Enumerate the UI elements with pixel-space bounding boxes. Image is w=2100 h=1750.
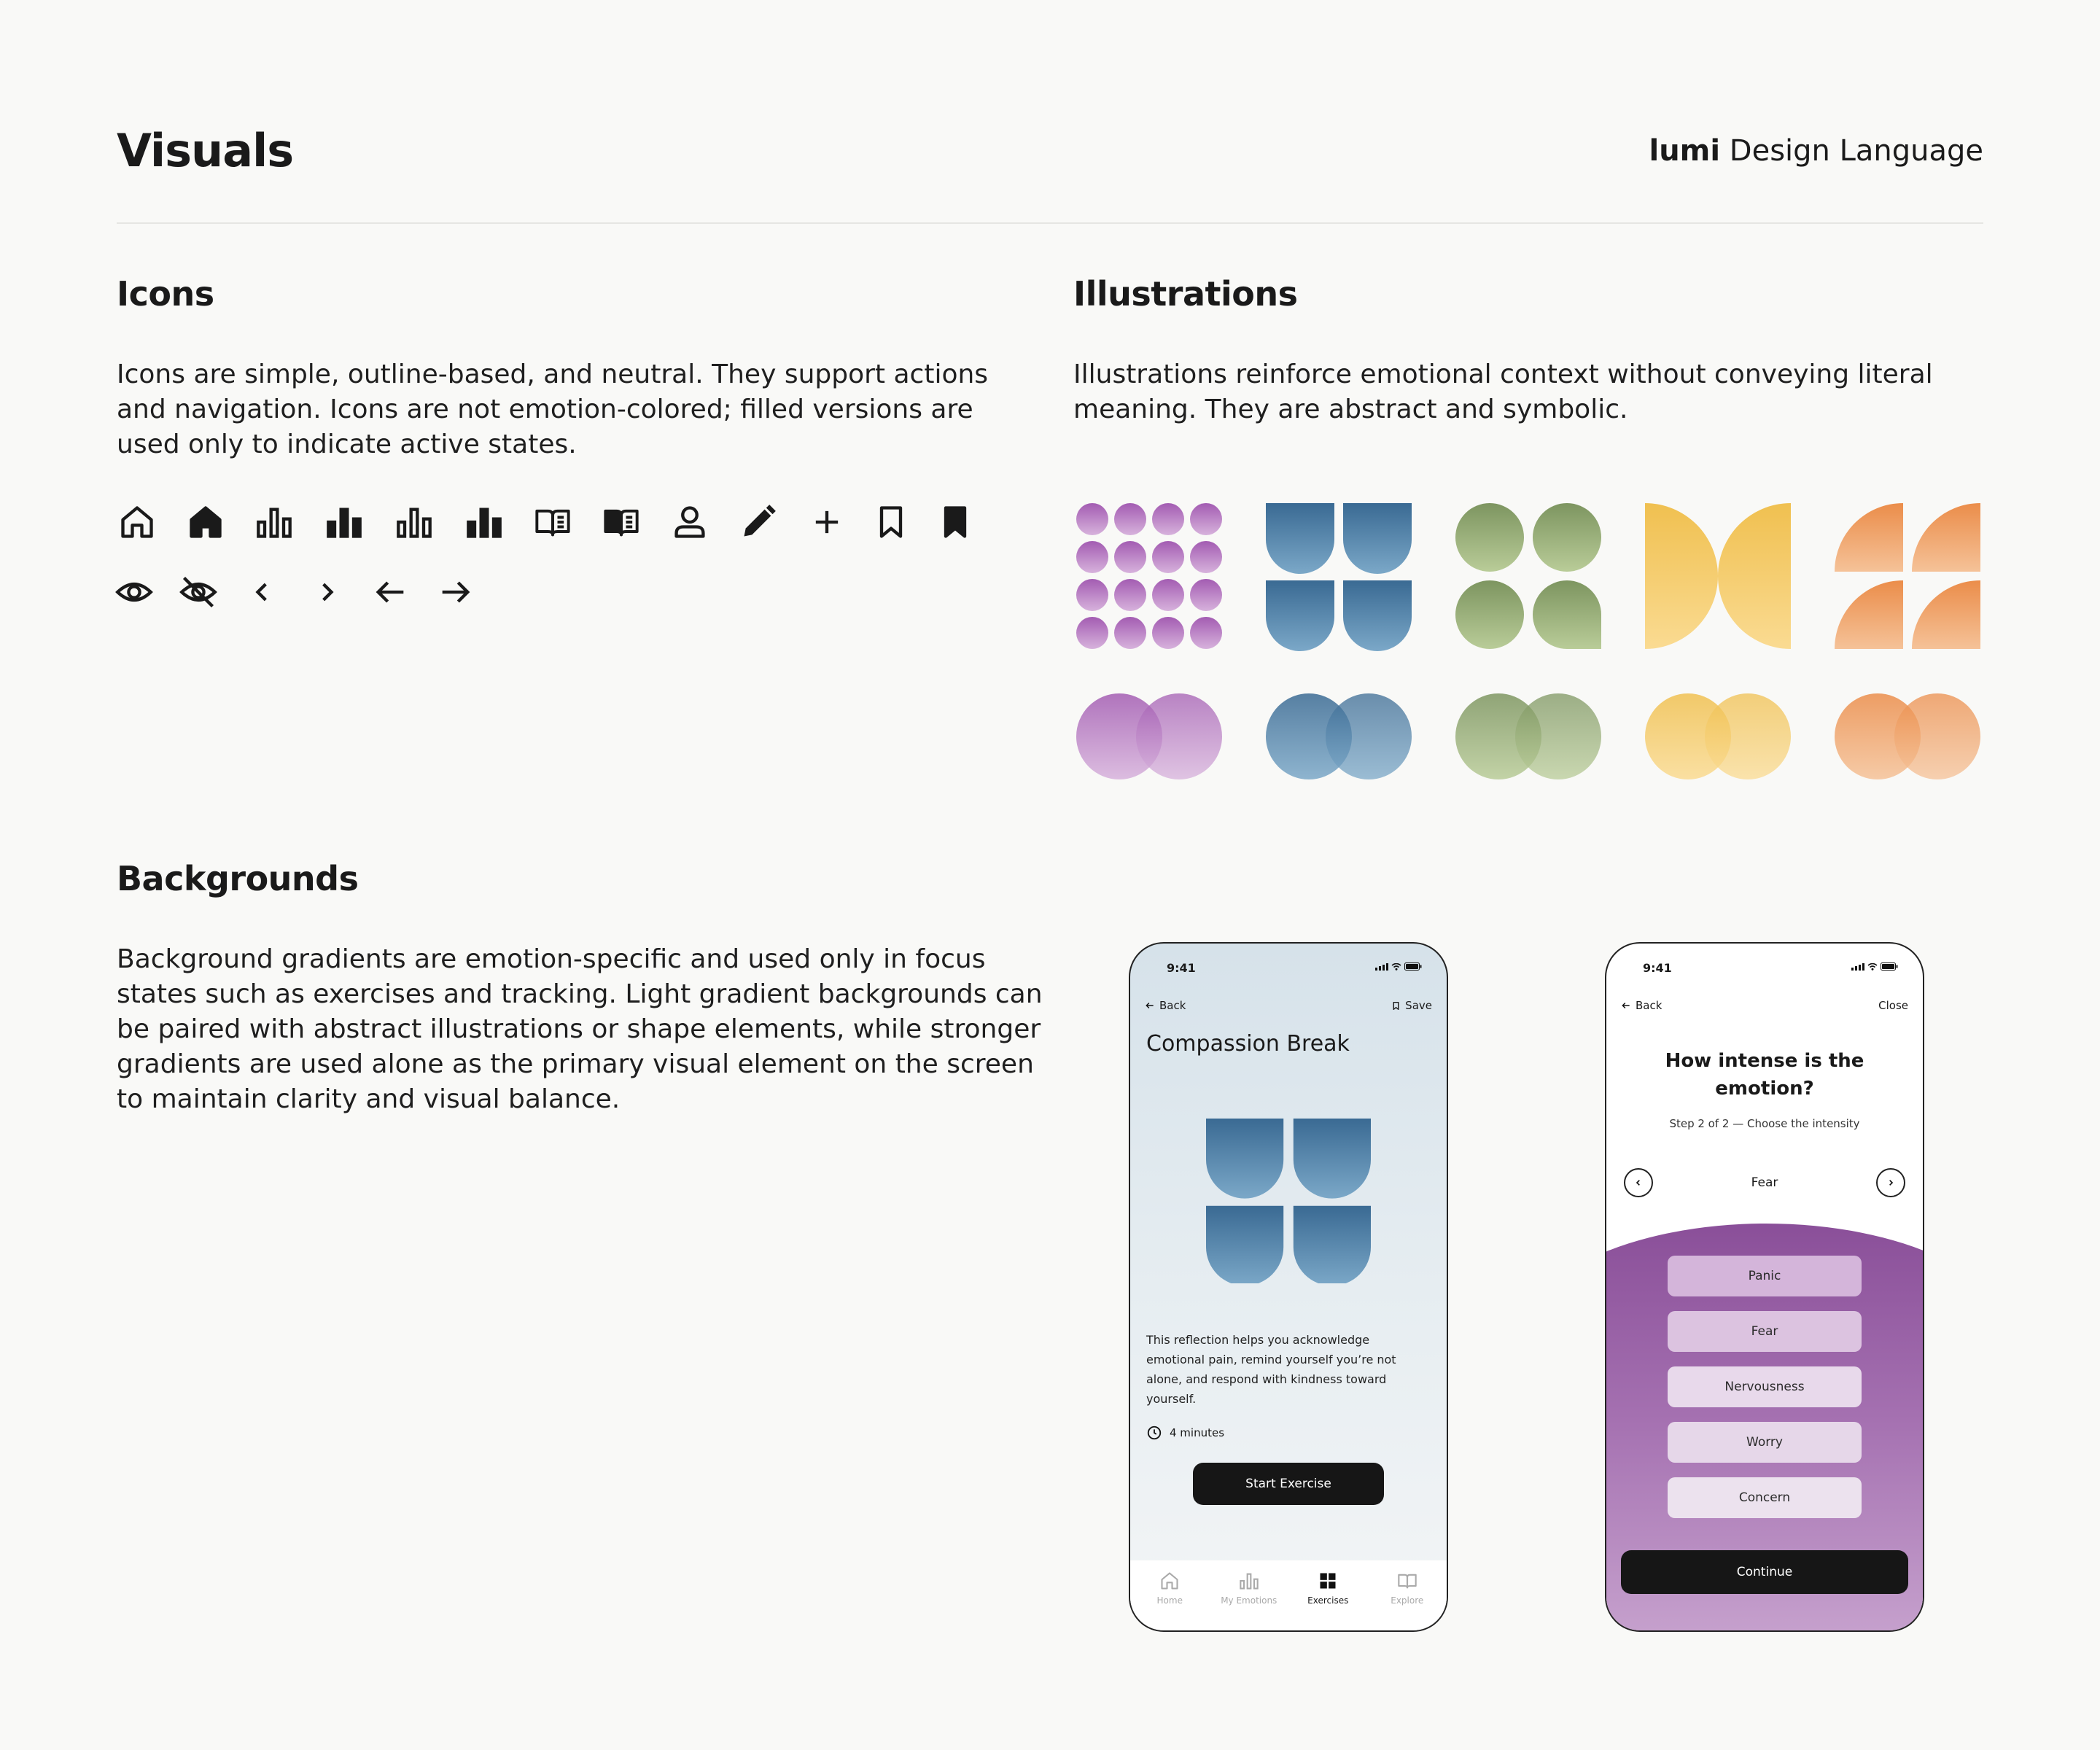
- exercise-duration: [1146, 1425, 1224, 1441]
- icons-section-title: Icons: [117, 274, 214, 314]
- next-emotion-button[interactable]: [1876, 1168, 1905, 1197]
- grid-filled-icon: [1318, 1571, 1338, 1591]
- back-button[interactable]: [1145, 999, 1186, 1012]
- book-outline-icon: [534, 503, 572, 541]
- status-time: 9:41: [1643, 961, 1672, 975]
- chart-outline-icon: [1239, 1571, 1259, 1591]
- back-label: Back: [1636, 999, 1662, 1012]
- user-icon: [671, 503, 709, 541]
- plus-icon: [808, 503, 846, 541]
- page-title: Visuals: [117, 124, 294, 177]
- emotion-selector: [1624, 1167, 1905, 1199]
- close-button[interactable]: Close: [1878, 999, 1908, 1012]
- intensity-option[interactable]: Panic: [1668, 1256, 1862, 1296]
- home-filled-icon: [187, 503, 225, 541]
- eye-off-icon: [179, 573, 217, 611]
- purple-dots-illustration: [1076, 503, 1222, 649]
- tab-my-emotions-label: My Emotions: [1221, 1595, 1278, 1606]
- step-indicator: Step 2 of 2 — Choose the intensity: [1669, 1117, 1860, 1130]
- arrow-left-icon: [1621, 1000, 1631, 1011]
- bookmark-outline-icon: [872, 503, 910, 541]
- back-button[interactable]: [1621, 999, 1662, 1012]
- home-outline-icon: [118, 503, 156, 541]
- home-outline-icon: [1159, 1571, 1180, 1591]
- eye-icon: [115, 573, 153, 611]
- icons-section-description: Icons are simple, outline-based, and neutral. They support actions and navigation. Icons are not emotion-colored; filled versions are used only to indicate active states.: [117, 359, 989, 459]
- signal-icon: [1851, 963, 1864, 971]
- backgrounds-section-title: Backgrounds: [117, 859, 359, 898]
- start-exercise-button[interactable]: Start Exercise: [1193, 1463, 1384, 1505]
- arrow-left-icon: [372, 573, 410, 611]
- previous-emotion-button[interactable]: [1624, 1168, 1653, 1197]
- orange-quarters-illustration: [1835, 503, 1980, 649]
- chart-filled-icon: [325, 503, 363, 541]
- duration-label: 4 minutes: [1170, 1426, 1225, 1439]
- status-icons: [1851, 962, 1898, 971]
- green-overlap-illustration: [1455, 693, 1601, 779]
- status-time: 9:41: [1167, 961, 1196, 975]
- illustrations-grid: [1076, 503, 1986, 785]
- chevron-right-icon: [1885, 1177, 1897, 1189]
- battery-icon: [1881, 962, 1898, 971]
- tab-my-emotions[interactable]: [1213, 1571, 1286, 1630]
- question-title: How intense is the emotion?: [1665, 1050, 1864, 1100]
- tab-exercises-label: Exercises: [1307, 1595, 1349, 1606]
- orange-overlap-illustration: [1835, 693, 1980, 779]
- blue-arches-illustration: [1266, 503, 1412, 651]
- intensity-option[interactable]: Worry: [1668, 1422, 1862, 1463]
- bookmark-outline-icon: [1391, 1000, 1401, 1011]
- blue-arches-illustration: [1206, 1119, 1371, 1283]
- tab-home[interactable]: [1133, 1571, 1206, 1630]
- pencil-icon: [739, 503, 777, 541]
- chart-outline-icon: [395, 503, 433, 541]
- book-filled-icon: [602, 503, 640, 541]
- chart-outline-icon: [255, 503, 293, 541]
- icon-row-secondary: [115, 573, 474, 611]
- exercise-description: This reflection helps you acknowledge emotional pain, remind yourself you’re not alone, and respond with kindness toward yourself.: [1146, 1333, 1396, 1406]
- tab-explore-label: Explore: [1391, 1595, 1424, 1606]
- bookmark-filled-icon: [936, 503, 974, 541]
- purple-overlap-illustration: [1076, 693, 1222, 779]
- arrow-right-icon: [436, 573, 474, 611]
- clock-icon: [1146, 1425, 1162, 1441]
- chevron-left-icon: [1633, 1177, 1644, 1189]
- brand-label: [1649, 134, 1983, 168]
- wifi-icon: [1867, 963, 1878, 971]
- blue-overlap-illustration: [1266, 693, 1412, 779]
- intensity-option[interactable]: Fear: [1668, 1311, 1862, 1352]
- continue-button[interactable]: Continue: [1621, 1550, 1908, 1594]
- illustrations-section-description: Illustrations reinforce emotional context without conveying literal meaning. They are abstract and symbolic.: [1073, 359, 1933, 424]
- tab-exercises[interactable]: [1291, 1571, 1364, 1630]
- illustrations-section-title: Illustrations: [1073, 274, 1298, 314]
- phone-mockup-intensity: [1605, 942, 1924, 1632]
- chart-filled-icon: [465, 503, 503, 541]
- icon-row-primary: [118, 503, 974, 541]
- yellow-overlap-illustration: [1645, 693, 1791, 779]
- selected-emotion: Fear: [1751, 1175, 1778, 1190]
- wifi-icon: [1391, 963, 1401, 971]
- yellow-halfmoons-illustration: [1645, 503, 1791, 649]
- tab-explore[interactable]: [1371, 1571, 1444, 1630]
- save-label: Save: [1405, 999, 1432, 1012]
- back-label: Back: [1159, 999, 1186, 1012]
- battery-icon: [1404, 962, 1422, 971]
- book-outline-icon: [1397, 1571, 1418, 1591]
- header-divider: [117, 222, 1983, 224]
- signal-icon: [1375, 963, 1388, 971]
- brand-name: lumi: [1649, 134, 1721, 168]
- arrow-left-icon: [1145, 1000, 1155, 1011]
- tab-bar: [1130, 1560, 1447, 1630]
- chevron-left-icon: [244, 573, 281, 611]
- save-button[interactable]: [1391, 999, 1432, 1012]
- tab-home-label: Home: [1156, 1595, 1183, 1606]
- chevron-right-icon: [308, 573, 346, 611]
- phone-mockup-compassion-break: [1129, 942, 1448, 1632]
- brand-suffix: Design Language: [1720, 134, 1983, 168]
- status-icons: [1375, 962, 1422, 971]
- backgrounds-section-description: Background gradients are emotion-specific and used only in focus states such as exercises and tracking. Light gradient backgrounds can be paired with abstract illustrations or shape elements, while stronger gradients are used alone as the primary visual element on the screen to maintain clarity and visual balance.: [117, 944, 1043, 1114]
- intensity-option[interactable]: Nervousness: [1668, 1366, 1862, 1407]
- green-circles-illustration: [1455, 503, 1601, 649]
- intensity-option[interactable]: Concern: [1668, 1477, 1862, 1518]
- exercise-title: Compassion Break: [1146, 1031, 1350, 1057]
